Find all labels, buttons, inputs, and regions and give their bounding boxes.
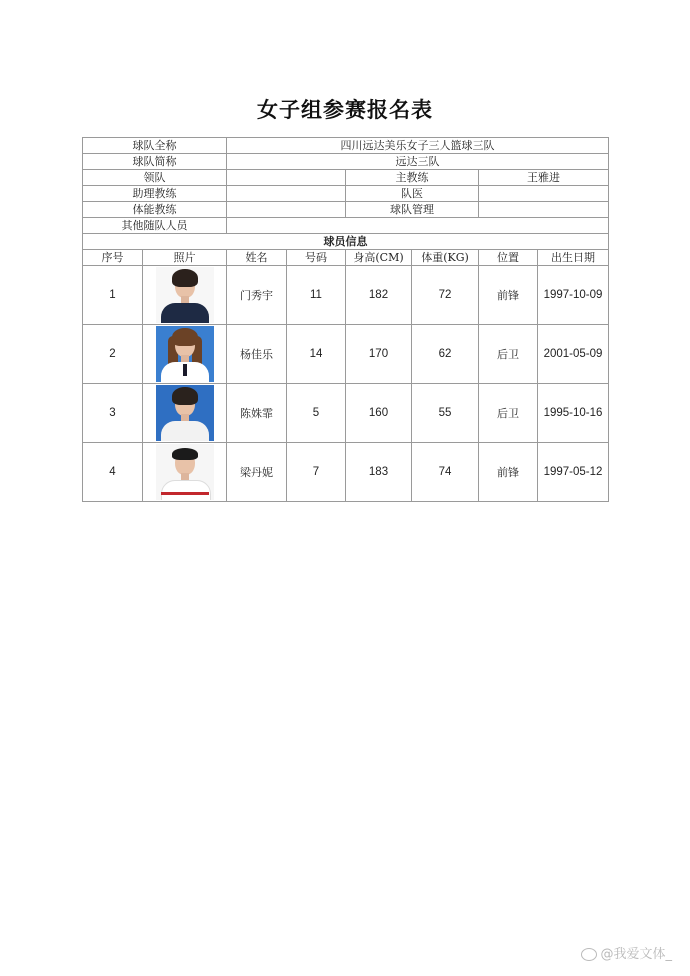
leader-label: 领队 xyxy=(83,170,227,186)
assistant-row xyxy=(83,186,609,202)
team-short-name-row xyxy=(83,154,609,170)
player-name: 陈姝霏 xyxy=(227,384,287,443)
player-height: 182 xyxy=(346,266,412,325)
player-index: 4 xyxy=(83,443,143,502)
player-name: 杨佳乐 xyxy=(227,325,287,384)
watermark xyxy=(581,943,672,962)
player-photo xyxy=(156,267,214,323)
col-header-birth: 出生日期 xyxy=(538,250,609,266)
player-weight: 62 xyxy=(412,325,479,384)
player-photo-cell xyxy=(143,443,227,502)
table-row xyxy=(83,266,609,325)
col-header-weight: 体重(KG) xyxy=(412,250,479,266)
fitness-coach-value xyxy=(227,202,346,218)
player-weight: 74 xyxy=(412,443,479,502)
player-weight: 72 xyxy=(412,266,479,325)
player-name: 门秀宇 xyxy=(227,266,287,325)
watermark-text: @我爱文体_ xyxy=(600,947,672,962)
col-header-number: 号码 xyxy=(287,250,346,266)
player-height: 170 xyxy=(346,325,412,384)
fitness-coach-label: 体能教练 xyxy=(83,202,227,218)
weibo-icon xyxy=(581,948,597,961)
player-height: 160 xyxy=(346,384,412,443)
player-birth: 1997-05-12 xyxy=(538,443,609,502)
table-row xyxy=(83,325,609,384)
assistant-coach-label: 助理教练 xyxy=(83,186,227,202)
player-photo-cell xyxy=(143,325,227,384)
player-photo xyxy=(156,326,214,382)
registration-form-table xyxy=(82,137,609,502)
others-row xyxy=(83,218,609,234)
player-number: 14 xyxy=(287,325,346,384)
head-coach-value: 王雅进 xyxy=(479,170,609,186)
player-index: 3 xyxy=(83,384,143,443)
player-birth: 2001-05-09 xyxy=(538,325,609,384)
page-title: 女子组参赛报名表 xyxy=(257,98,433,122)
assistant-coach-value xyxy=(227,186,346,202)
player-index: 2 xyxy=(83,325,143,384)
player-index: 1 xyxy=(83,266,143,325)
col-header-index: 序号 xyxy=(83,250,143,266)
col-header-height: 身高(CM) xyxy=(346,250,412,266)
player-photo-cell xyxy=(143,266,227,325)
player-weight: 55 xyxy=(412,384,479,443)
col-header-position: 位置 xyxy=(479,250,538,266)
player-name: 梁丹妮 xyxy=(227,443,287,502)
player-position: 后卫 xyxy=(479,325,538,384)
player-position: 前锋 xyxy=(479,443,538,502)
table-row xyxy=(83,443,609,502)
team-short-name-value: 远达三队 xyxy=(227,154,609,170)
player-number: 7 xyxy=(287,443,346,502)
team-full-name-label: 球队全称 xyxy=(83,138,227,154)
players-section-row xyxy=(83,234,609,250)
players-header-row xyxy=(83,250,609,266)
doctor-label: 队医 xyxy=(346,186,479,202)
player-height: 183 xyxy=(346,443,412,502)
others-value xyxy=(227,218,609,234)
players-section-title: 球员信息 xyxy=(83,234,609,250)
player-position: 前锋 xyxy=(479,266,538,325)
player-photo xyxy=(156,385,214,441)
leader-row xyxy=(83,170,609,186)
col-header-name: 姓名 xyxy=(227,250,287,266)
player-number: 11 xyxy=(287,266,346,325)
player-birth: 1995-10-16 xyxy=(538,384,609,443)
team-short-name-label: 球队简称 xyxy=(83,154,227,170)
col-header-photo: 照片 xyxy=(143,250,227,266)
table-row xyxy=(83,384,609,443)
player-position: 后卫 xyxy=(479,384,538,443)
doctor-value xyxy=(479,186,609,202)
player-birth: 1997-10-09 xyxy=(538,266,609,325)
player-photo-cell xyxy=(143,384,227,443)
head-coach-label: 主教练 xyxy=(346,170,479,186)
team-full-name-value: 四川远达美乐女子三人篮球三队 xyxy=(227,138,609,154)
player-number: 5 xyxy=(287,384,346,443)
player-photo xyxy=(156,444,214,500)
leader-value xyxy=(227,170,346,186)
fitness-row xyxy=(83,202,609,218)
manager-value xyxy=(479,202,609,218)
others-label: 其他随队人员 xyxy=(83,218,227,234)
manager-label: 球队管理 xyxy=(346,202,479,218)
team-full-name-row xyxy=(83,138,609,154)
